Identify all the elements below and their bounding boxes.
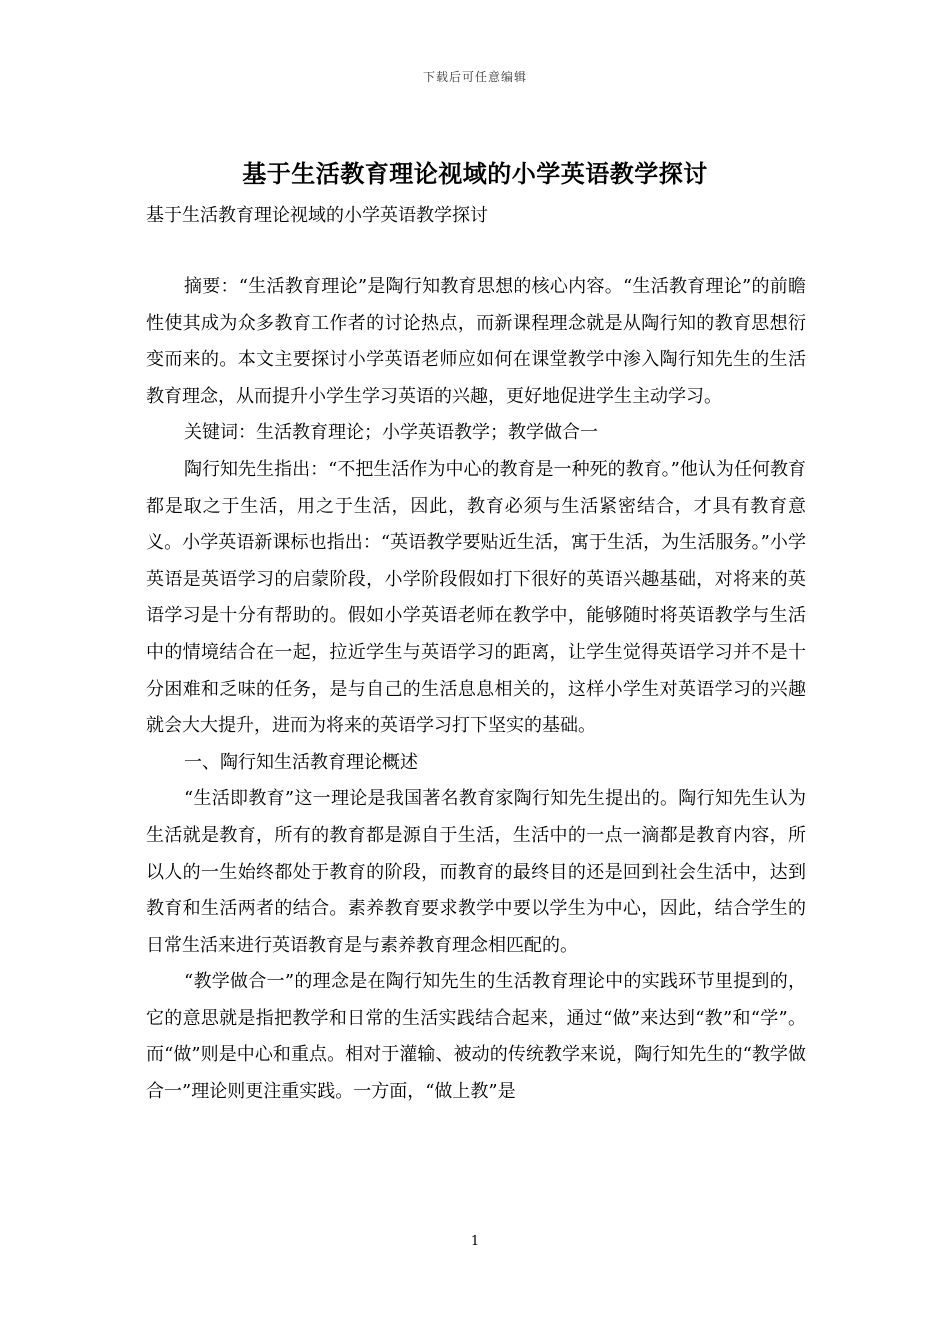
- body-paragraph: “教学做合一”的理念是在陶行知先生的生活教育理论中的实践环节里提到的，它的意思就是指把教学和日常的生活实践结合起来，通过“做”来达到“教”和“学”。而“做”则是中心和重点。相对于灌输、被动的传统教学来说，陶行知先生的“教学做合一”理论则更注重实践。一方面，“做上教”是: [146, 971, 806, 1103]
- section-heading: 一、陶行知生活教育理论概述: [184, 751, 418, 773]
- body-paragraph: “生活即教育”这一理论是我国著名教育家陶行知先生提出的。陶行知先生认为生活就是教育，所有的教育都是源自于生活，生活中的一点一滴都是教育内容，所以人的一生始终都处于教育的阶段，而教育的最终目的还是回到社会生活中，达到教育和生活两者的结合。素养教育要求教学中要以学生为中心，因此，结合学生的日常生活来进行英语教育是与素养教育理念相匹配的。: [146, 788, 806, 956]
- header-note: 下载后可任意编辑: [422, 70, 527, 84]
- document-subtitle: 基于生活教育理论视域的小学英语教学探讨: [146, 205, 488, 226]
- abstract-paragraph: 摘要：“生活教育理论”是陶行知教育思想的核心内容。“生活教育理论”的前瞻性使其成为众多教育工作者的讨论热点，而新课程理念就是从陶行知的教育思想衍变而来的。本文主要探讨小学英语老师应如何在课堂教学中渗入陶行知先生的生活教育理念，从而提升小学生学习英语的兴趣，更好地促进学生主动学习。: [146, 276, 806, 407]
- document-title: 基于生活教育理论视域的小学英语教学探讨: [242, 159, 708, 188]
- keywords-paragraph: 关键词：生活教育理论；小学英语教学；教学做合一: [184, 422, 598, 444]
- page-number: 1: [470, 1234, 480, 1249]
- body-paragraph: 陶行知先生指出：“不把生活作为中心的教育是一种死的教育。”他认为任何教育都是取之于生活，用之于生活，因此，教育必须与生活紧密结合，才具有教育意义。小学英语新课标也指出：“英语教学要贴近生活，寓于生活，为生活服务。”小学英语是英语学习的启蒙阶段，小学阶段假如打下很好的英语兴趣基础，对将来的英语学习是十分有帮助的。假如小学英语老师在教学中，能够随时将英语教学与生活中的情境结合在一起，拉近学生与英语学习的距离，让学生觉得英语学习并不是十分困难和乏味的任务，是与自己的生活息息相关的，这样小学生对英语学习的兴趣就会大大提升，进而为将来的英语学习打下坚实的基础。: [146, 458, 806, 737]
- document-body: [146, 269, 806, 1111]
